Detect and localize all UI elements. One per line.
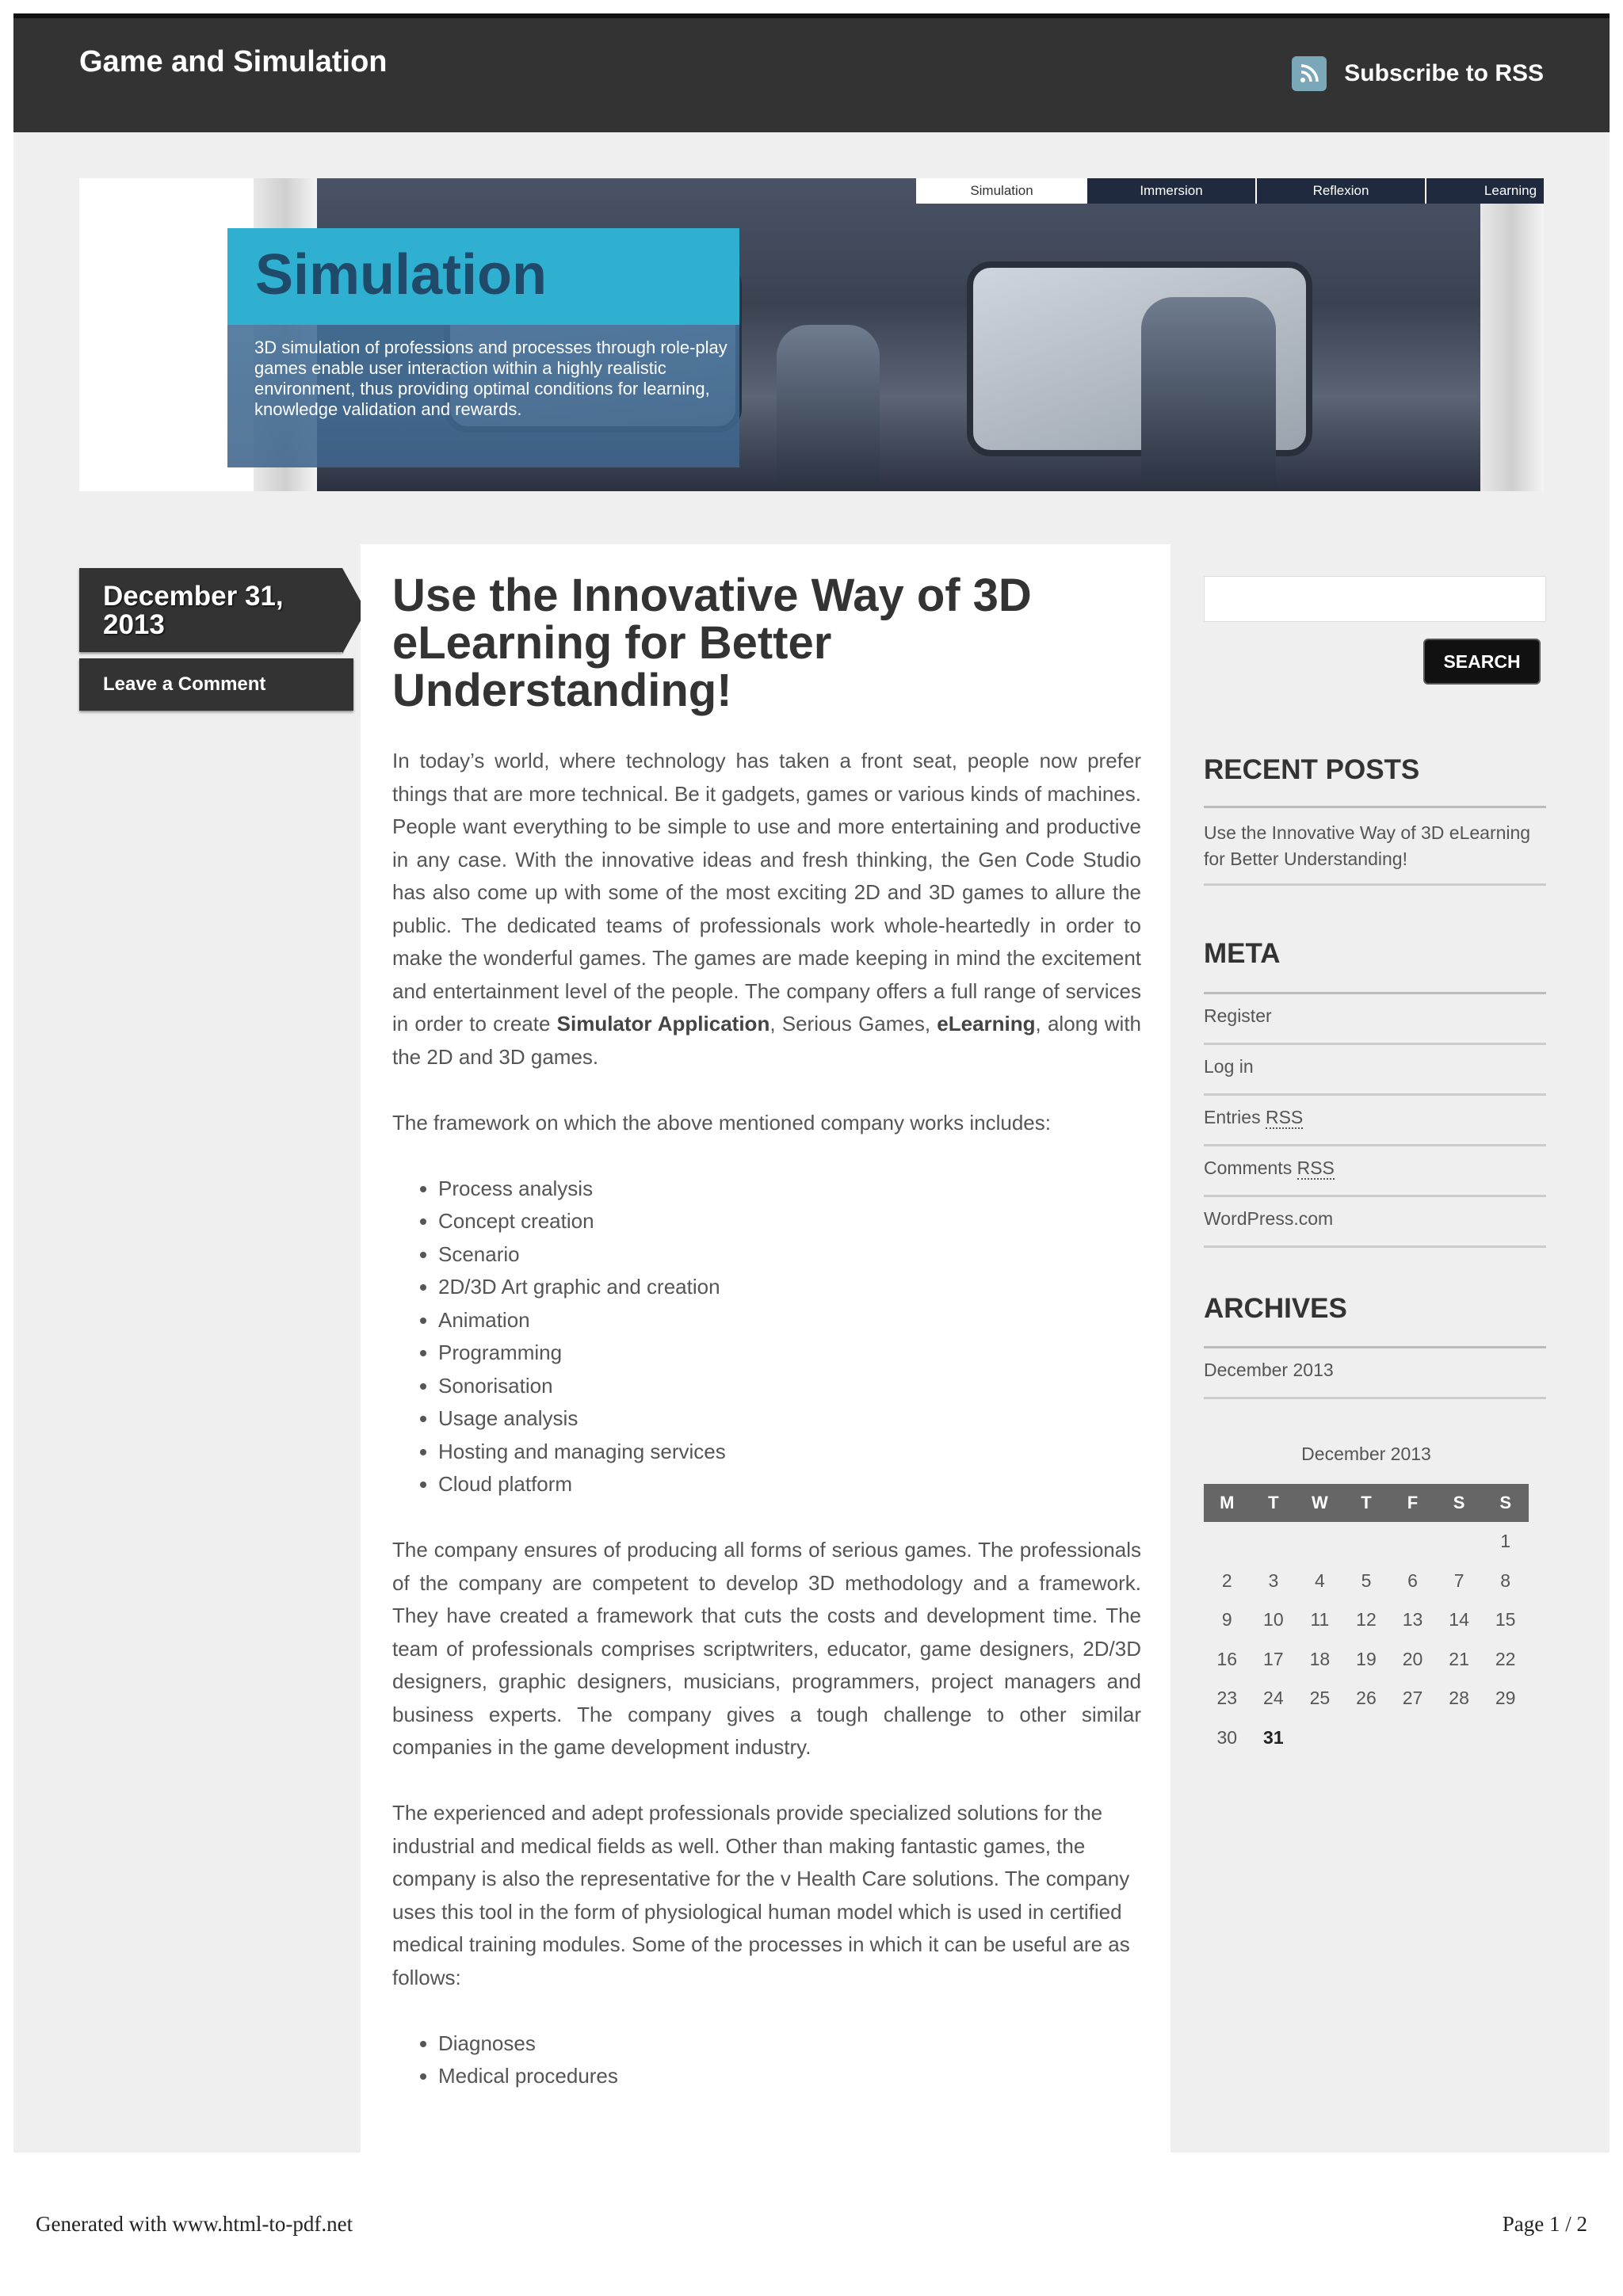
- calendar-day: 25: [1309, 1688, 1331, 1709]
- calendar-day: [1204, 1522, 1251, 1562]
- calendar-week-row: [1204, 1600, 1529, 1640]
- meta-item: [1204, 1146, 1546, 1197]
- list-item: • Programming: [438, 1337, 1141, 1370]
- post-bold-text: eLearning: [937, 1012, 1036, 1035]
- calendar-widget: [1204, 1444, 1529, 1757]
- calendar-day: [1389, 1522, 1436, 1562]
- post-date: December 31, 2013: [103, 581, 284, 640]
- calendar-day: 29: [1495, 1688, 1516, 1709]
- weekday-header: S: [1482, 1484, 1529, 1522]
- rss-abbr: RSS: [1296, 1158, 1335, 1178]
- register-link[interactable]: Register: [1204, 1005, 1272, 1026]
- calendar-day: 5: [1361, 1569, 1372, 1591]
- calendar-day: 30: [1216, 1726, 1238, 1748]
- recent-posts-list: [1204, 820, 1546, 886]
- calendar-caption: December 2013: [1301, 1444, 1431, 1464]
- post-paragraph: [392, 745, 1141, 1074]
- banner-tab-simulation[interactable]: Simulation: [916, 178, 1086, 204]
- post-paragraph: The framework on which the above mentioned company works includes:: [392, 1110, 1051, 1135]
- post-text: , along with the 2D and 3D games.: [392, 1012, 1141, 1069]
- calendar-day: 10: [1263, 1609, 1284, 1630]
- calendar-day: 11: [1310, 1609, 1330, 1630]
- entries-rss-link[interactable]: [1204, 1107, 1303, 1129]
- list-item: • Diagnoses: [438, 2027, 1141, 2061]
- wordpress-link[interactable]: WordPress.com: [1204, 1208, 1334, 1229]
- calendar-day: 8: [1500, 1569, 1511, 1591]
- comments-label: Comments: [1204, 1158, 1293, 1178]
- search-input[interactable]: [1204, 576, 1546, 622]
- banner-tab-immersion[interactable]: Immersion: [1086, 178, 1255, 204]
- calendar-day: [1389, 1718, 1436, 1758]
- site-header: [13, 13, 1610, 132]
- calendar-day: 4: [1315, 1569, 1325, 1591]
- calendar-day: [1343, 1718, 1390, 1758]
- meta-list: [1204, 994, 1546, 1248]
- calendar-day: 15: [1495, 1609, 1516, 1630]
- weekday-header: S: [1436, 1484, 1483, 1522]
- post-title: Use the Innovative Way of 3D eLearning for Better Understanding!: [392, 570, 1032, 716]
- medical-process-list: [392, 2027, 1141, 2093]
- entries-label: Entries: [1204, 1107, 1261, 1127]
- framework-list: [392, 1173, 1141, 1501]
- calendar-day: 18: [1309, 1648, 1331, 1669]
- site-title-link[interactable]: Game and Simulation: [79, 45, 388, 78]
- list-item: • Concept creation: [438, 1205, 1141, 1238]
- leave-comment-link[interactable]: Leave a Comment: [103, 673, 266, 695]
- post-text: In today’s world, where technology has taken a front seat, people now prefer things that are more technical. Be it gadgets, games or various kinds of machines. People want everything to be simple to use and more entertaining and productive in any case. With the innovative ideas and fresh thinking, the Gen Code Studio has also come up with some of the most exciting 2D and 3D games to allure the public. The dedicated teams of professionals work whole-heartedly in order to make the wonderful games. The games are made keeping in mind the excitement and entertainment level of the people. The company offers a full range of services in order to create: [392, 749, 1141, 1035]
- page-wrapper: [13, 13, 1610, 2153]
- calendar-day: [1296, 1522, 1343, 1562]
- archive-link[interactable]: December 2013: [1204, 1360, 1334, 1380]
- post-paragraph: The company ensures of producing all forms of serious games. The professionals of the company are competent to develop 3D methodology and a framework. They have created a framework that cuts the costs and development time. The team of professionals comprises scriptwriters, educator, game designers, 2D/3D designers, graphic designers, musicians, programmers, project managers and business experts. The company gives a tough challenge to other similar companies in the game development industry.: [392, 1538, 1141, 1759]
- list-item: • Sonorisation: [438, 1370, 1141, 1403]
- page-number-footer: Page 1 / 2: [1502, 2212, 1587, 2236]
- calendar-week-row: [1204, 1679, 1529, 1718]
- simulation-heading: Simulation: [255, 243, 548, 307]
- sidebar: [1204, 576, 1546, 1380]
- calendar-day: 22: [1495, 1648, 1516, 1669]
- meta-item: [1204, 1045, 1546, 1096]
- simulation-panel: [227, 228, 739, 467]
- archives-list: [1204, 1348, 1546, 1399]
- rss-icon: [1292, 56, 1327, 91]
- post-bold-text: Simulator Application: [556, 1012, 770, 1035]
- calendar-day: 20: [1402, 1648, 1423, 1669]
- list-item: • Animation: [438, 1304, 1141, 1337]
- rss-abbr: RSS: [1265, 1107, 1304, 1127]
- meta-item: [1204, 1096, 1546, 1146]
- calendar-day: 21: [1449, 1648, 1469, 1669]
- calendar-day: 16: [1216, 1648, 1238, 1669]
- calendar-day: [1436, 1522, 1483, 1562]
- recent-post-link[interactable]: Use the Innovative Way of 3D eLearning for Better Understanding!: [1204, 822, 1531, 869]
- post-date-box: [79, 568, 342, 652]
- widget-divider: [1204, 806, 1546, 808]
- banner-tab-learning[interactable]: Learning: [1425, 178, 1544, 204]
- weekday-header: T: [1251, 1484, 1297, 1522]
- leave-comment-box: [79, 658, 353, 711]
- weekday-header: F: [1389, 1484, 1436, 1522]
- recent-post-item: [1204, 820, 1546, 886]
- meta-item: [1204, 994, 1546, 1045]
- cockpit-seat: [777, 325, 880, 491]
- meta-title: META: [1204, 938, 1281, 969]
- calendar-day: [1251, 1522, 1297, 1562]
- archive-item: [1204, 1348, 1546, 1399]
- search-button[interactable]: SEARCH: [1423, 639, 1541, 685]
- cockpit-seat: [1141, 297, 1276, 491]
- list-item: • Cloud platform: [438, 1468, 1141, 1501]
- calendar-day: 14: [1449, 1609, 1469, 1630]
- comments-rss-link[interactable]: [1204, 1158, 1335, 1180]
- post-paragraph: The experienced and adept professionals provide specialized solutions for the industrial and medical fields as well. Other than making fantastic games, the company is also the representative for the v Health Care solutions. The company uses this tool in the form of physiological human model which is used in certified medical training modules. Some of the processes in which it can be useful are as follows:: [392, 1801, 1130, 1989]
- calendar-day: 26: [1356, 1688, 1377, 1709]
- subscribe-rss-link[interactable]: [1292, 56, 1544, 91]
- calendar-week-row: [1204, 1562, 1529, 1601]
- calendar-day: 12: [1356, 1609, 1377, 1630]
- archives-title: ARCHIVES: [1204, 1293, 1347, 1324]
- calendar-day: 2: [1221, 1569, 1232, 1591]
- calendar-day: 1: [1500, 1531, 1511, 1552]
- calendar-day: 9: [1221, 1609, 1232, 1630]
- calendar-day: 3: [1268, 1569, 1279, 1591]
- weekday-header: T: [1343, 1484, 1390, 1522]
- banner-frame-right: [1480, 178, 1544, 491]
- list-item: • Usage analysis: [438, 1402, 1141, 1436]
- banner-tab-reflexion[interactable]: Reflexion: [1255, 178, 1425, 204]
- recent-posts-title: RECENT POSTS: [1204, 754, 1420, 785]
- simulation-description: 3D simulation of professions and processes through role-play games enable user interaction within a highly realistic environment, thus providing optimal conditions for learning, knowledge validation and rewards.: [254, 338, 727, 419]
- calendar-day: 6: [1407, 1569, 1418, 1591]
- calendar-day: [1343, 1522, 1390, 1562]
- calendar-day: 28: [1449, 1688, 1469, 1709]
- calendar-week-row: [1204, 1718, 1529, 1758]
- calendar-day-link[interactable]: 31: [1263, 1726, 1284, 1748]
- calendar-table: [1204, 1484, 1529, 1757]
- calendar-day: [1296, 1718, 1343, 1758]
- calendar-day: 7: [1453, 1569, 1465, 1591]
- calendar-day: [1436, 1718, 1483, 1758]
- calendar-day: 23: [1216, 1688, 1238, 1709]
- calendar-day: 24: [1263, 1688, 1284, 1709]
- calendar-week-row: [1204, 1640, 1529, 1680]
- post-content: [361, 544, 1170, 2153]
- calendar-day: 27: [1402, 1688, 1423, 1709]
- list-item: • Medical procedures: [438, 2060, 1141, 2093]
- calendar-week-row: [1204, 1522, 1529, 1562]
- weekday-header: M: [1204, 1484, 1251, 1522]
- list-item: • Process analysis: [438, 1173, 1141, 1206]
- list-item: • Scenario: [438, 1238, 1141, 1272]
- list-item: • 2D/3D Art graphic and creation: [438, 1271, 1141, 1304]
- calendar-header-row: [1204, 1484, 1529, 1522]
- generated-with-footer: Generated with www.html-to-pdf.net: [36, 2212, 353, 2236]
- banner-tabs: [916, 178, 1544, 204]
- header-banner-image: [79, 178, 1544, 491]
- post-body: [392, 745, 1141, 2126]
- list-item: • Hosting and managing services: [438, 1436, 1141, 1469]
- calendar-day: 19: [1356, 1648, 1377, 1669]
- login-link[interactable]: Log in: [1204, 1056, 1254, 1077]
- meta-item: [1204, 1197, 1546, 1248]
- calendar-day: [1482, 1718, 1529, 1758]
- weekday-header: W: [1296, 1484, 1343, 1522]
- post-text: , Serious Games,: [769, 1012, 938, 1035]
- calendar-day: 13: [1402, 1609, 1423, 1630]
- rss-label: Subscribe to RSS: [1344, 60, 1544, 86]
- calendar-day: 17: [1263, 1648, 1284, 1669]
